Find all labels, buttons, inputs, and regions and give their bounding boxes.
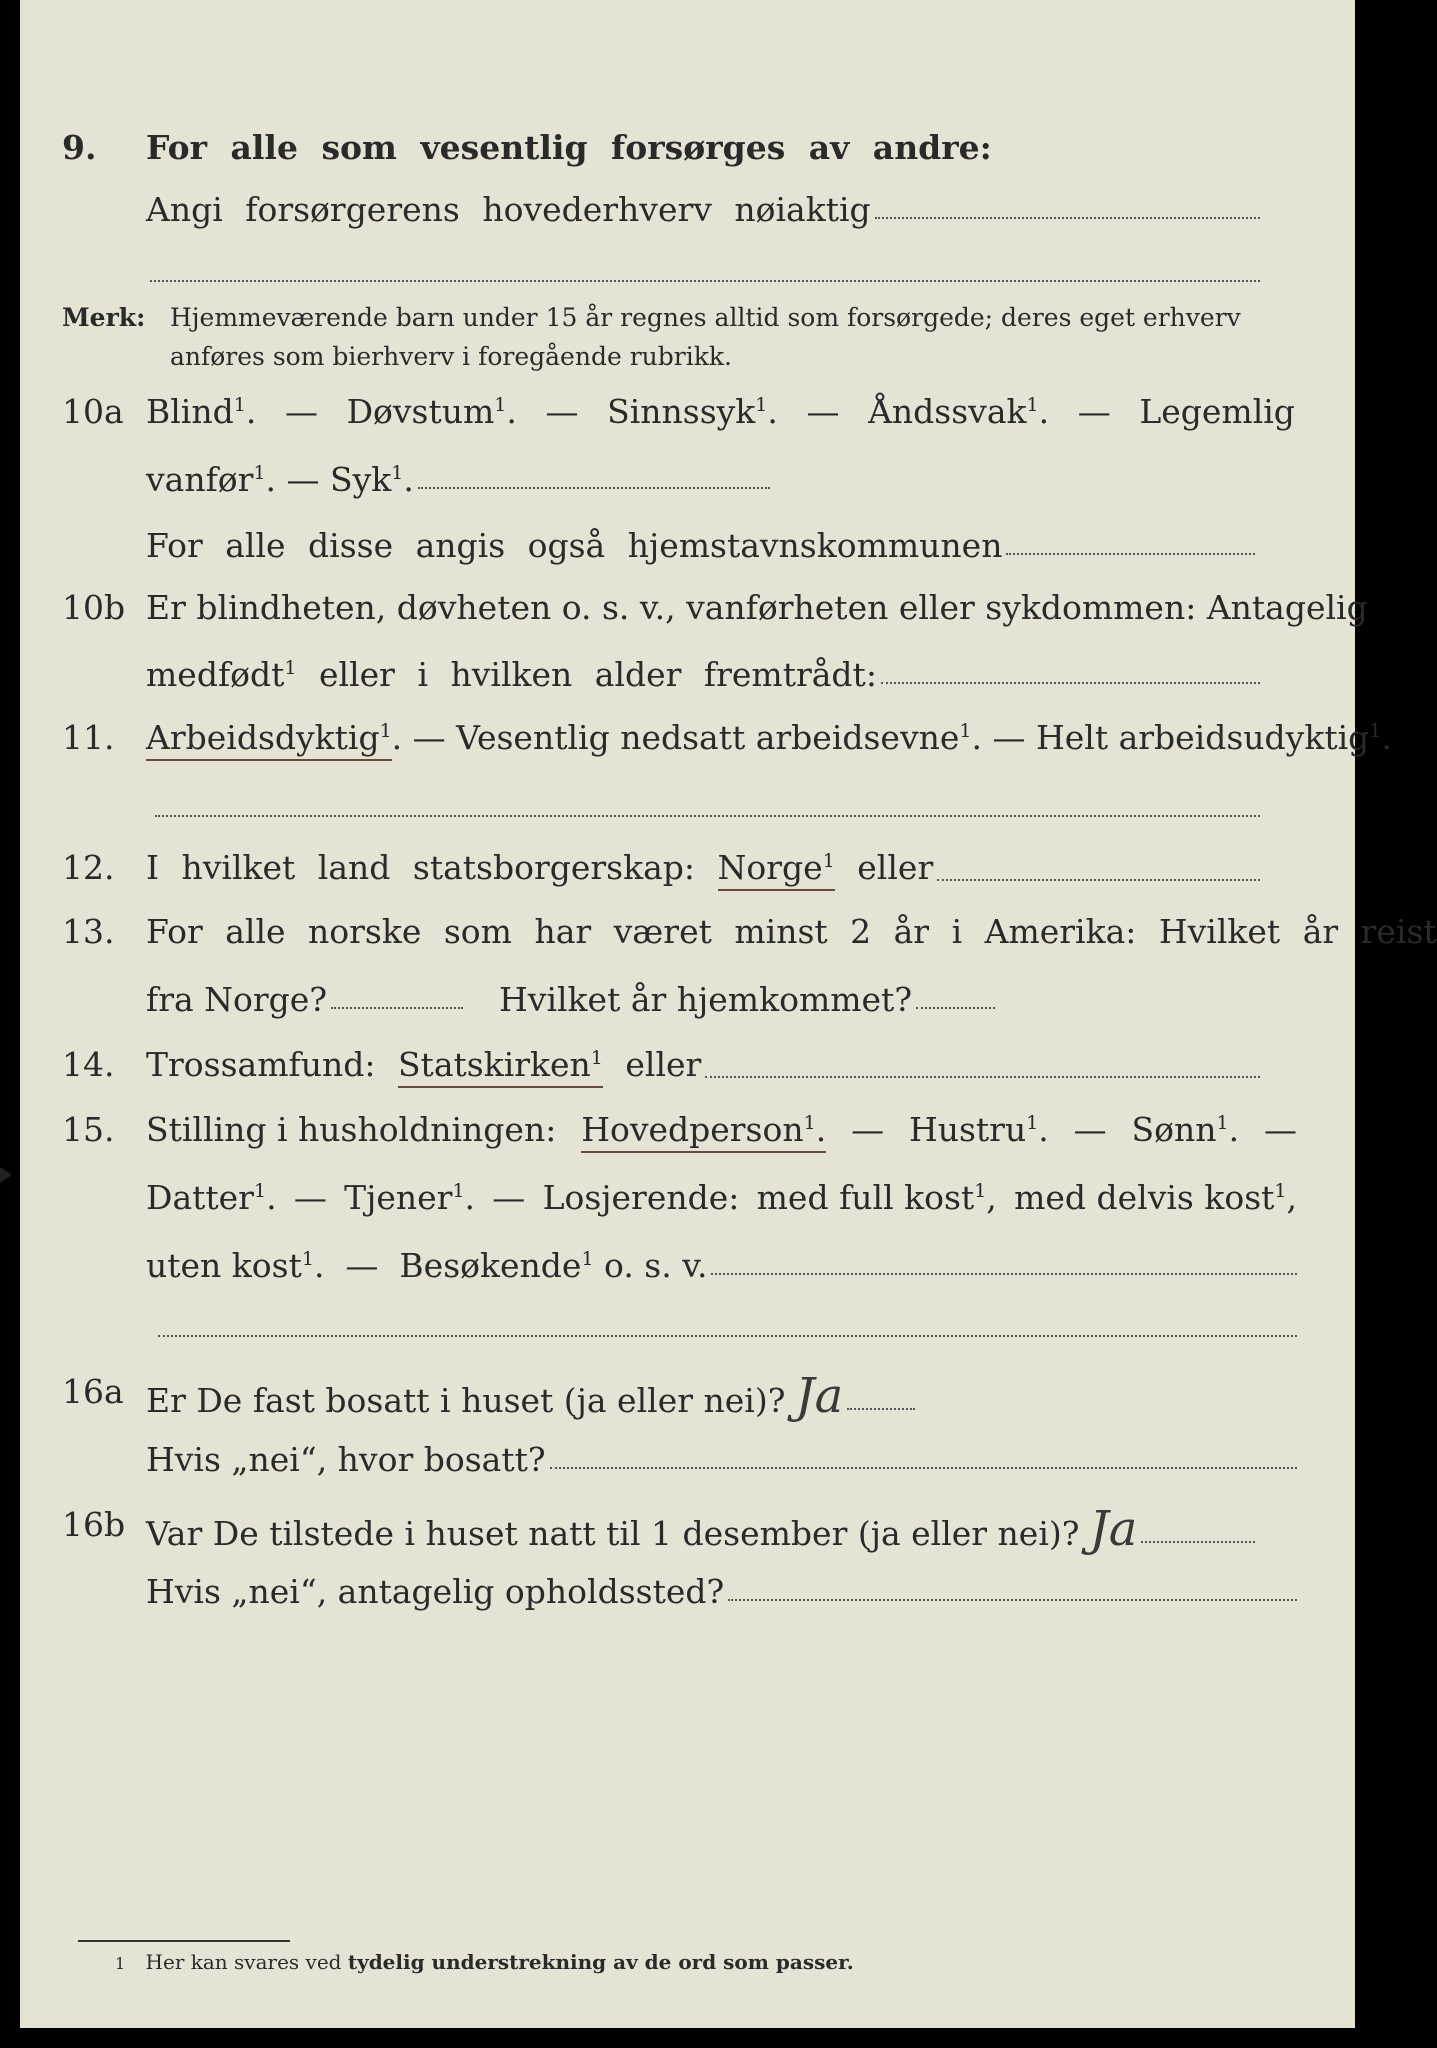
q13-hjem-label: Hvilket år hjemkommet?	[499, 980, 913, 1019]
q16b-answer-fill[interactable]	[1141, 1541, 1255, 1543]
q16a-line1: 16a Er De fast bosatt i huset (ja eller nei)? Ja	[20, 1372, 1355, 1416]
opt-dovstum: Døvstum$^1$.	[346, 392, 517, 431]
q16a-residence-fill[interactable]	[550, 1467, 1297, 1469]
q10a-home-fill[interactable]	[1006, 553, 1255, 555]
q10a-line2: vanfør$^1$. — Syk$^1$.	[20, 460, 1355, 504]
q10b-number: 10b	[62, 588, 126, 627]
footnote	[115, 1950, 854, 1974]
opt-datter: Datter$^1$.	[146, 1178, 277, 1217]
q13-number: 13.	[62, 912, 115, 951]
opt-uten-kost: uten kost$^1$.	[146, 1246, 325, 1285]
q11-extra-line[interactable]	[155, 815, 1260, 817]
merk-note	[62, 298, 1307, 376]
q13-line2	[20, 980, 1355, 1024]
q9-number: 9.	[62, 128, 97, 167]
q12-line: 12. I hvilket land statsborgerskap: Norge$^1$ eller	[20, 848, 1355, 892]
q16b-line2: Hvis „nei“, antagelig opholdssted?	[20, 1572, 1355, 1616]
q10b-text: Er blindheten, døvheten o. s. v., vanførheten eller sykdommen: Antagelig	[146, 588, 1368, 627]
footnote-rule	[78, 1940, 290, 1942]
opt-arbeidsdyktig-underlined: Arbeidsdyktig$^1$	[146, 718, 392, 761]
q9-extra-line[interactable]	[150, 280, 1260, 282]
q11-number: 11.	[62, 718, 115, 757]
opt-tjener: Tjener$^1$.	[344, 1178, 476, 1217]
q16a-answer-fill[interactable]	[847, 1408, 915, 1410]
q15-other-fill[interactable]	[711, 1273, 1297, 1275]
q10b-line1	[20, 588, 1368, 632]
opt-udyktig: Helt arbeidsudyktig$^1$	[1035, 718, 1382, 757]
opt-full-kost: med full kost$^1$,	[756, 1178, 997, 1217]
opt-vanfor: vanfør$^1$.	[146, 460, 277, 499]
merk-text: Hjemmeværende barn under 15 år regnes alltid som forsørgede; deres eget erhverv anføres som bierhverv i foregående rubrikk.	[170, 303, 1241, 371]
q16b-whereabouts-fill[interactable]	[728, 1599, 1297, 1601]
q15-number: 15.	[62, 1110, 115, 1149]
q10a-home-label: For alle disse angis også hjemstavnskommunen	[146, 526, 1003, 565]
q16b-number: 16b	[62, 1505, 126, 1544]
opt-medfodt: medfødt$^1$	[146, 655, 297, 694]
q16b-line1: 16b Var De tilstede i huset natt til 1 desember (ja eller nei)? Ja	[20, 1505, 1355, 1549]
q14-number: 14.	[62, 1045, 115, 1084]
opt-hustru: Hustru$^1$.	[908, 1110, 1049, 1149]
opt-hovedperson-underlined: Hovedperson$^1$.	[581, 1110, 826, 1153]
q12-country-fill[interactable]	[937, 879, 1260, 881]
merk-label: Merk:	[62, 303, 146, 332]
q15-line1: 15. Stilling i husholdningen: Hovedperson$^1$. — Hustru$^1$. — Sønn$^1$. —	[20, 1110, 1355, 1154]
opt-sonn: Sønn$^1$.	[1131, 1110, 1240, 1149]
q10b-line2: medfødt$^1$ eller i hvilken alder fremtrådt:	[20, 655, 1355, 699]
opt-nedsatt: Vesentlig nedsatt arbeidsevne$^1$	[456, 718, 972, 757]
opt-syk: Syk$^1$.	[330, 460, 414, 499]
q13-fra-label: fra Norge?	[146, 980, 328, 1019]
opt-legemlig: Legemlig	[1139, 392, 1295, 431]
footnote-mark: 1	[115, 1954, 126, 1973]
q10a-line1: 10a Blind$^1$. — Døvstum$^1$. — Sinnssyk$^1$. — Åndssvak$^1$. — Legemlig	[62, 392, 1295, 431]
opt-delvis-kost: med delvis kost$^1$,	[1014, 1178, 1297, 1217]
q9-title-line	[20, 128, 1355, 172]
q10b-age-fill[interactable]	[881, 682, 1260, 684]
q15-line3: uten kost$^1$. — Besøkende$^1$ o. s. v.	[20, 1246, 1355, 1290]
opt-statskirken-underlined: Statskirken$^1$	[398, 1045, 603, 1088]
q10a-number: 10a	[62, 392, 124, 431]
q15-extra-line[interactable]	[158, 1335, 1297, 1337]
q10a-line3	[20, 526, 1355, 570]
q14-line: 14. Trossamfund: Statskirken$^1$ eller	[20, 1045, 1355, 1089]
opt-blind: Blind$^1$.	[146, 392, 257, 431]
q16a-line2: Hvis „nei“, hvor bosatt?	[20, 1440, 1355, 1484]
scan-edge-mark	[0, 1167, 12, 1183]
q10a-syk-fill[interactable]	[418, 487, 770, 489]
opt-andssvak: Åndssvak$^1$.	[868, 392, 1050, 431]
q16a-handwritten-answer[interactable]: Ja	[795, 1368, 844, 1424]
q9-line2	[20, 190, 1355, 234]
opt-norge-underlined: Norge$^1$	[718, 848, 835, 891]
q12-number: 12.	[62, 848, 115, 887]
opt-besokende: Besøkende$^1$	[399, 1246, 594, 1285]
opt-sinnssyk: Sinnssyk$^1$.	[607, 392, 778, 431]
q9-title: For alle som vesentlig forsørges av andre:	[146, 128, 992, 167]
q13-fra-fill[interactable]	[331, 1007, 463, 1009]
q13-hjem-fill[interactable]	[916, 1007, 995, 1009]
q9-provider-label: Angi forsørgerens hovederhverv nøiaktig	[146, 190, 871, 229]
footnote-plain: Her kan svares ved	[145, 1950, 342, 1974]
q14-faith-fill[interactable]	[705, 1076, 1260, 1078]
q16a-number: 16a	[62, 1372, 124, 1411]
q9-provider-fill[interactable]	[875, 217, 1260, 219]
q11-line: 11. Arbeidsdyktig$^1$ . — Vesentlig nedsatt arbeidsevne$^1$ . — Helt arbeidsudyktig$^1$ .	[20, 718, 1355, 762]
q15-line2: Datter$^1$. — Tjener$^1$. — Losjerende: med full kost$^1$, med delvis kost$^1$,	[146, 1178, 1297, 1217]
footnote-bold: tydelig understrekning av de ord som passer.	[347, 1950, 854, 1974]
q13-text: For alle norske som har været minst 2 år i Amerika: Hvilket år reist	[146, 912, 1437, 951]
q13-line1	[20, 912, 1437, 956]
census-form-page	[20, 0, 1437, 2028]
q16b-handwritten-answer[interactable]: Ja	[1089, 1501, 1138, 1557]
